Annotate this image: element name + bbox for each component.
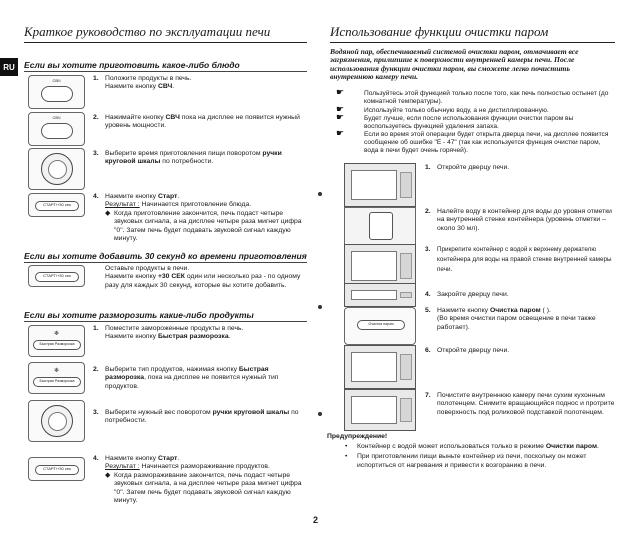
microwave-button[interactable] — [41, 86, 73, 102]
quick-defrost-button[interactable]: Быстрая Разморозка — [33, 340, 81, 350]
snowflake-icon-2: ❄ — [53, 368, 60, 374]
snowflake-icon: ❄ — [53, 331, 60, 337]
panel-steam-button — [344, 307, 416, 345]
steam-step-1: 1. Откройте дверцу печи. — [425, 164, 510, 171]
bullet-icon: • — [345, 443, 348, 450]
language-tab: RU — [0, 58, 18, 76]
defrost-step-3: 3. Выберите нужный вес поворотом ручки круговой шкалы по потребности. — [93, 409, 299, 425]
start-button-3[interactable]: СТАРТ/+30 сек — [35, 465, 79, 475]
panel-defrost-button — [28, 325, 85, 357]
section-defrost-title: Если вы хотите разморозить какие-либо продукты — [24, 310, 254, 320]
oven-illustration-6 — [344, 345, 416, 389]
pointing-hand-icon: ☛ — [336, 87, 345, 97]
panel-start-button-2 — [28, 265, 85, 287]
panel-dial — [28, 148, 85, 190]
microwave-button-label-2: СВЧ — [52, 115, 61, 120]
microwave-button-label: СВЧ — [52, 78, 61, 83]
start-button-2[interactable]: СТАРТ/+30 сек — [35, 272, 79, 282]
section-defrost-rule — [24, 321, 307, 322]
steam-clean-button[interactable]: Очистка паром — [357, 320, 405, 330]
section-add30-title: Если вы хотите добавить 30 секунд ко времени приготовления — [24, 251, 307, 261]
pointing-hand-icon: ☛ — [336, 112, 345, 122]
dial-knob-2[interactable] — [41, 405, 73, 437]
defrost-step-2: 2. Выберите тип продуктов, нажимая кнопку Быстрая разморозка, пока на дисплее не появится нужный тип продуктов. — [93, 366, 279, 390]
start-button[interactable]: СТАРТ/+30 сек — [35, 201, 79, 211]
steam-step-5: 5. Нажмите кнопку Очистка паром ( ). (Во время очистки паром освещение в печи также работает). — [425, 307, 596, 331]
warning-list: • Контейнер с водой может использоваться только в режиме Очистки паром. • При приготовлении пищи выньте контейнер из печи, поскольку он может испортиться от нагревания и привести к возгоранию в печи. — [345, 443, 599, 469]
pointing-hand-icon: ☛ — [336, 128, 345, 138]
water-container-illustration — [344, 207, 416, 245]
microwave-button-2[interactable] — [41, 123, 73, 139]
diamond-bullet-icon: ◆ — [105, 209, 111, 217]
panel-defrost-button-2 — [28, 362, 85, 394]
oven-illustration-7 — [344, 389, 416, 431]
panel-microwave-button-2 — [28, 112, 85, 146]
margin-dot-2 — [318, 305, 322, 309]
steam-step-6: 6. Откройте дверцу печи. — [425, 347, 510, 354]
steam-step-2: 2. Налейте воду в контейнер для воды до уровня отметки на внутренней стенке контейнера (уровень отметки – около 30 мл). — [425, 208, 612, 232]
diamond-bullet-icon-2: ◆ — [105, 471, 111, 479]
page-number: 2 — [313, 515, 319, 525]
quick-defrost-button-2[interactable]: Быстрая Разморозка — [33, 377, 81, 387]
panel-dial-2 — [28, 400, 85, 442]
section-cook-rule — [24, 71, 307, 72]
steam-bullets: ☛ Пользуйтесь этой функцией только после того, как печь полностью остынет (до комнатной температуры). ☛ Используйте только обычную воду, а не дистиллированную. ☛ Будет лучше, если после использования функции очистки паром вы воспользуетесь функцией удаления запаха. ☛ Если во время этой операции будет открыта дверца печи, на дисплее появится сообщение об ошибке "E - 47" (так как используется функция очистки паром, вода в печи будет очень горячей). — [336, 87, 609, 154]
steam-intro: Водяной пар, обеспечиваемый системой очистки паром, отмачивает все загрязнения, прилипшие к поверхности внутренней камеры печи. После использования функции очистки паром, вы сможете легко почистить внутреннюю камеру печи. — [330, 47, 579, 82]
cook-step-2: 2. Нажимайте кнопку СВЧ пока на дисплее не появится нужный уровень мощности. — [93, 114, 300, 130]
right-header-rule — [330, 42, 615, 43]
left-header-rule — [24, 42, 307, 43]
margin-dot — [318, 192, 322, 196]
steam-step-7: 7. Почистите внутреннюю камеру печи сухим кухонным полотенцем. Снимите вращающийся поднос и протрите поверхность под роликовой подставкой полотенцем. — [425, 392, 615, 416]
cook-step-3: 3. Выберите время приготовления пищи поворотом ручки круговой шкалы по потребности. — [93, 150, 282, 166]
add30-text: Оставьте продукты в печи. Нажмите кнопку +30 СЕК один или несколько раз - по одному разу для каждых 30 секунд, которые вы хотите добавить. — [105, 265, 301, 289]
cook-step-1: 1. Положите продукты в печь. Нажмите кнопку СВЧ. — [93, 75, 192, 91]
steam-step-3: 3. Прикрепите контейнер с водой к верхнему держателю контейнера для воды на правой стенке внутренней камеры печи. — [425, 246, 612, 273]
section-add30-rule — [24, 262, 307, 263]
right-page-title: Использование функции очистки паром — [330, 24, 549, 39]
panel-start-button-3 — [28, 457, 85, 481]
warning-title: Предупреждение! — [327, 433, 388, 440]
section-cook-title: Если вы хотите приготовить какое-либо блюдо — [24, 60, 240, 70]
oven-illustration-1 — [344, 163, 416, 207]
bullet-icon: • — [345, 453, 348, 461]
defrost-step-1: 1. Поместите замороженные продукты в печь. Нажмите кнопку Быстрая разморозка. — [93, 325, 244, 341]
margin-dot-3 — [318, 412, 322, 416]
left-page-title: Краткое руководство по эксплуатации печи — [24, 24, 271, 39]
dial-knob[interactable] — [41, 153, 73, 185]
panel-start-button — [28, 193, 85, 217]
steam-step-4: 4. Закройте дверцу печи. — [425, 291, 509, 298]
oven-illustration-4 — [344, 283, 416, 307]
cook-step-4: 4. Нажмите кнопку Старт. Результат : Начинается приготовление блюда. ◆ Когда приготовление закончится, печь подаст четыре звуковых сигнала, а на дисплее четыре раза мигнет цифра "0". Затем печь будет подавать звуковой сигнал каждую минуту. — [93, 193, 302, 243]
oven-illustration-3 — [344, 244, 416, 288]
pointing-hand-icon: ☛ — [336, 104, 345, 114]
defrost-step-4: 4. Нажмите кнопку Старт. Результат : Начинается размораживание продуктов. ◆ Когда размораживание закончится, печь подаст четыре звуковых сигнала, а на дисплее четыре раза мигнет цифра "0". Затем печь будет подавать звуковой сигнал каждую минуту. — [93, 455, 302, 505]
panel-microwave-button — [28, 75, 85, 109]
